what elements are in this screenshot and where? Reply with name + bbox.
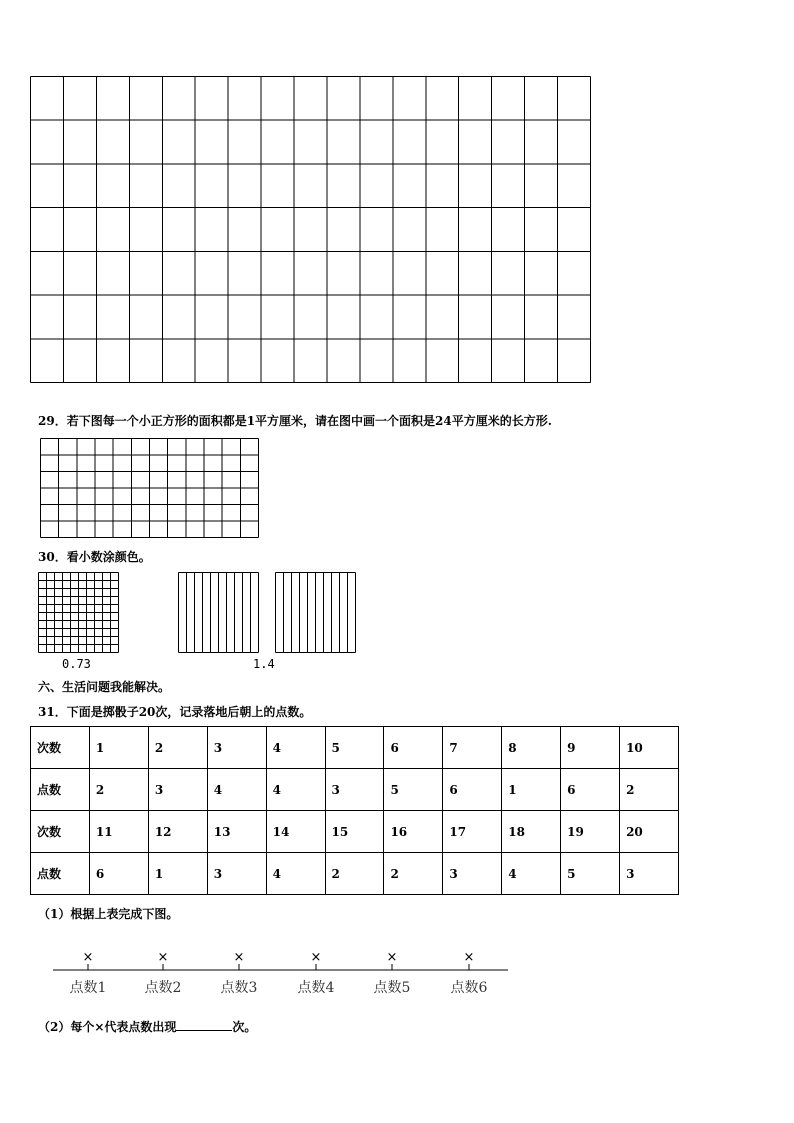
table-cell: 5 xyxy=(384,769,443,811)
table-cell: 20 xyxy=(620,811,679,853)
table-cell: 1 xyxy=(148,853,207,895)
table-row xyxy=(31,811,679,853)
plot-marker: × xyxy=(233,950,245,965)
table-row xyxy=(31,853,679,895)
part2-text-before: （2）每个×代表点数出现 xyxy=(38,1020,177,1034)
decimal-label-2: 1.4 xyxy=(253,657,275,671)
table-cell: 10 xyxy=(620,727,679,769)
plot-label: 点数2 xyxy=(144,980,182,996)
q31-part1: （1）根据上表完成下图。 xyxy=(38,907,179,921)
q30-text: 30．看小数涂颜色。 xyxy=(38,550,151,564)
table-cell: 6 xyxy=(384,727,443,769)
plot-marker: × xyxy=(310,950,322,965)
table-cell: 3 xyxy=(443,853,502,895)
answer-blank[interactable] xyxy=(176,1019,232,1031)
table-cell: 11 xyxy=(89,811,148,853)
table-cell: 1 xyxy=(502,769,561,811)
table-cell: 4 xyxy=(207,769,266,811)
table-cell: 16 xyxy=(384,811,443,853)
table-cell: 次数 xyxy=(31,727,90,769)
table-cell: 8 xyxy=(502,727,561,769)
table-cell: 4 xyxy=(266,853,325,895)
plot-label: 点数1 xyxy=(69,980,107,996)
table-cell: 4 xyxy=(266,727,325,769)
table-cell: 点数 xyxy=(31,769,90,811)
table-cell: 5 xyxy=(561,853,620,895)
decimal-label-1: 0.73 xyxy=(62,657,91,671)
table-row xyxy=(31,727,679,769)
table-cell: 13 xyxy=(207,811,266,853)
plot-marker: × xyxy=(82,950,94,965)
table-cell: 3 xyxy=(207,853,266,895)
table-cell: 3 xyxy=(620,853,679,895)
dice-table xyxy=(30,726,679,895)
table-cell: 3 xyxy=(325,769,384,811)
table-cell: 2 xyxy=(325,853,384,895)
plot-marker: × xyxy=(157,950,169,965)
q29-text: 29．若下图每一个小正方形的面积都是1平方厘米，请在图中画一个面积是24平方厘米的长方形. xyxy=(38,414,552,428)
table-cell: 14 xyxy=(266,811,325,853)
table-cell: 2 xyxy=(148,727,207,769)
plot-marker: × xyxy=(463,950,475,965)
table-cell: 17 xyxy=(443,811,502,853)
table-cell: 4 xyxy=(266,769,325,811)
plot-label: 点数6 xyxy=(450,980,488,996)
section-6-title: 六、生活问题我能解决。 xyxy=(38,680,171,694)
table-cell: 19 xyxy=(561,811,620,853)
table-cell: 点数 xyxy=(31,853,90,895)
table-row xyxy=(31,769,679,811)
table-cell: 4 xyxy=(502,853,561,895)
table-cell: 3 xyxy=(148,769,207,811)
plot-marker: × xyxy=(386,950,398,965)
table-cell: 7 xyxy=(443,727,502,769)
q31-text: 31．下面是掷骰子20次，记录落地后朝上的点数。 xyxy=(38,705,312,719)
plot-label: 点数3 xyxy=(220,980,258,996)
table-cell: 2 xyxy=(384,853,443,895)
plot-label: 点数4 xyxy=(297,980,335,996)
table-cell: 1 xyxy=(89,727,148,769)
table-cell: 3 xyxy=(207,727,266,769)
q31-part2 xyxy=(38,1018,256,1035)
table-cell: 9 xyxy=(561,727,620,769)
table-cell: 5 xyxy=(325,727,384,769)
table-cell: 12 xyxy=(148,811,207,853)
table-cell: 2 xyxy=(620,769,679,811)
part2-text-after: 次。 xyxy=(232,1020,257,1034)
table-cell: 次数 xyxy=(31,811,90,853)
table-cell: 6 xyxy=(443,769,502,811)
table-cell: 2 xyxy=(89,769,148,811)
plot-label: 点数5 xyxy=(373,980,411,996)
table-cell: 15 xyxy=(325,811,384,853)
table-cell: 6 xyxy=(561,769,620,811)
table-cell: 18 xyxy=(502,811,561,853)
table-cell: 6 xyxy=(89,853,148,895)
